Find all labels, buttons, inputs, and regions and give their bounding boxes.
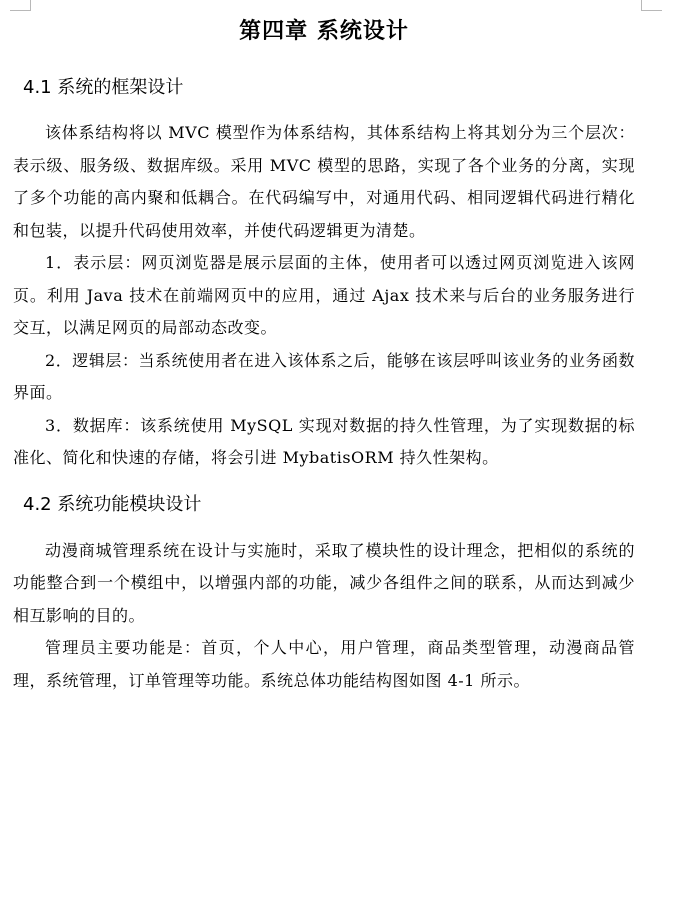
paragraph: 1．表示层：网页浏览器是展示层面的主体，使用者可以透过网页浏览进入该网页。利用 Java 技术在前端网页中的应用，通过 Ajax 技术来与后台的业务服务进行交互，以满足网页的局部动态改变。 <box>13 253 635 337</box>
paragraph: 管理员主要功能是：首页，个人中心，用户管理，商品类型管理，动漫商品管理，系统管理，订单管理等功能。系统总体功能结构图如图 4-1 所示。 <box>13 638 635 690</box>
paragraph: 2．逻辑层：当系统使用者在进入该体系之后，能够在该层呼叫该业务的业务函数界面。 <box>13 350 635 402</box>
paragraph: 该体系结构将以 MVC 模型作为体系结构，其体系结构上将其划分为三个层次：表示级、服务级、数据库级。采用 MVC 模型的思路，实现了各个业务的分离，实现了多个功能的高内聚和低耦合。在代码编写中，对通用代码、相同逻辑代码进行精化和包装，以提升代码使用效率，并使代码逻辑更为清楚。 <box>13 123 635 240</box>
section-body-framework <box>13 117 635 475</box>
section-body-modules <box>13 535 635 698</box>
page-corner-mark-right <box>641 0 662 11</box>
chapter-title: 第四章 系统设计 <box>239 19 409 44</box>
section-heading-framework: 4.1 系统的框架设计 <box>23 77 184 98</box>
document-page <box>13 0 635 697</box>
paragraph: 动漫商城管理系统在设计与实施时，采取了模块性的设计理念，把相似的系统的功能整合到一个模组中，以增强内部的功能，减少各组件之间的联系，从而达到减少相互影响的目的。 <box>13 540 635 625</box>
paragraph: 3．数据库：该系统使用 MySQL 实现对数据的持久性管理，为了实现数据的标准化、简化和快速的存储，将会引进 MybatisORM 持久性架构。 <box>13 415 635 467</box>
section-heading-modules: 4.2 系统功能模块设计 <box>23 493 202 515</box>
